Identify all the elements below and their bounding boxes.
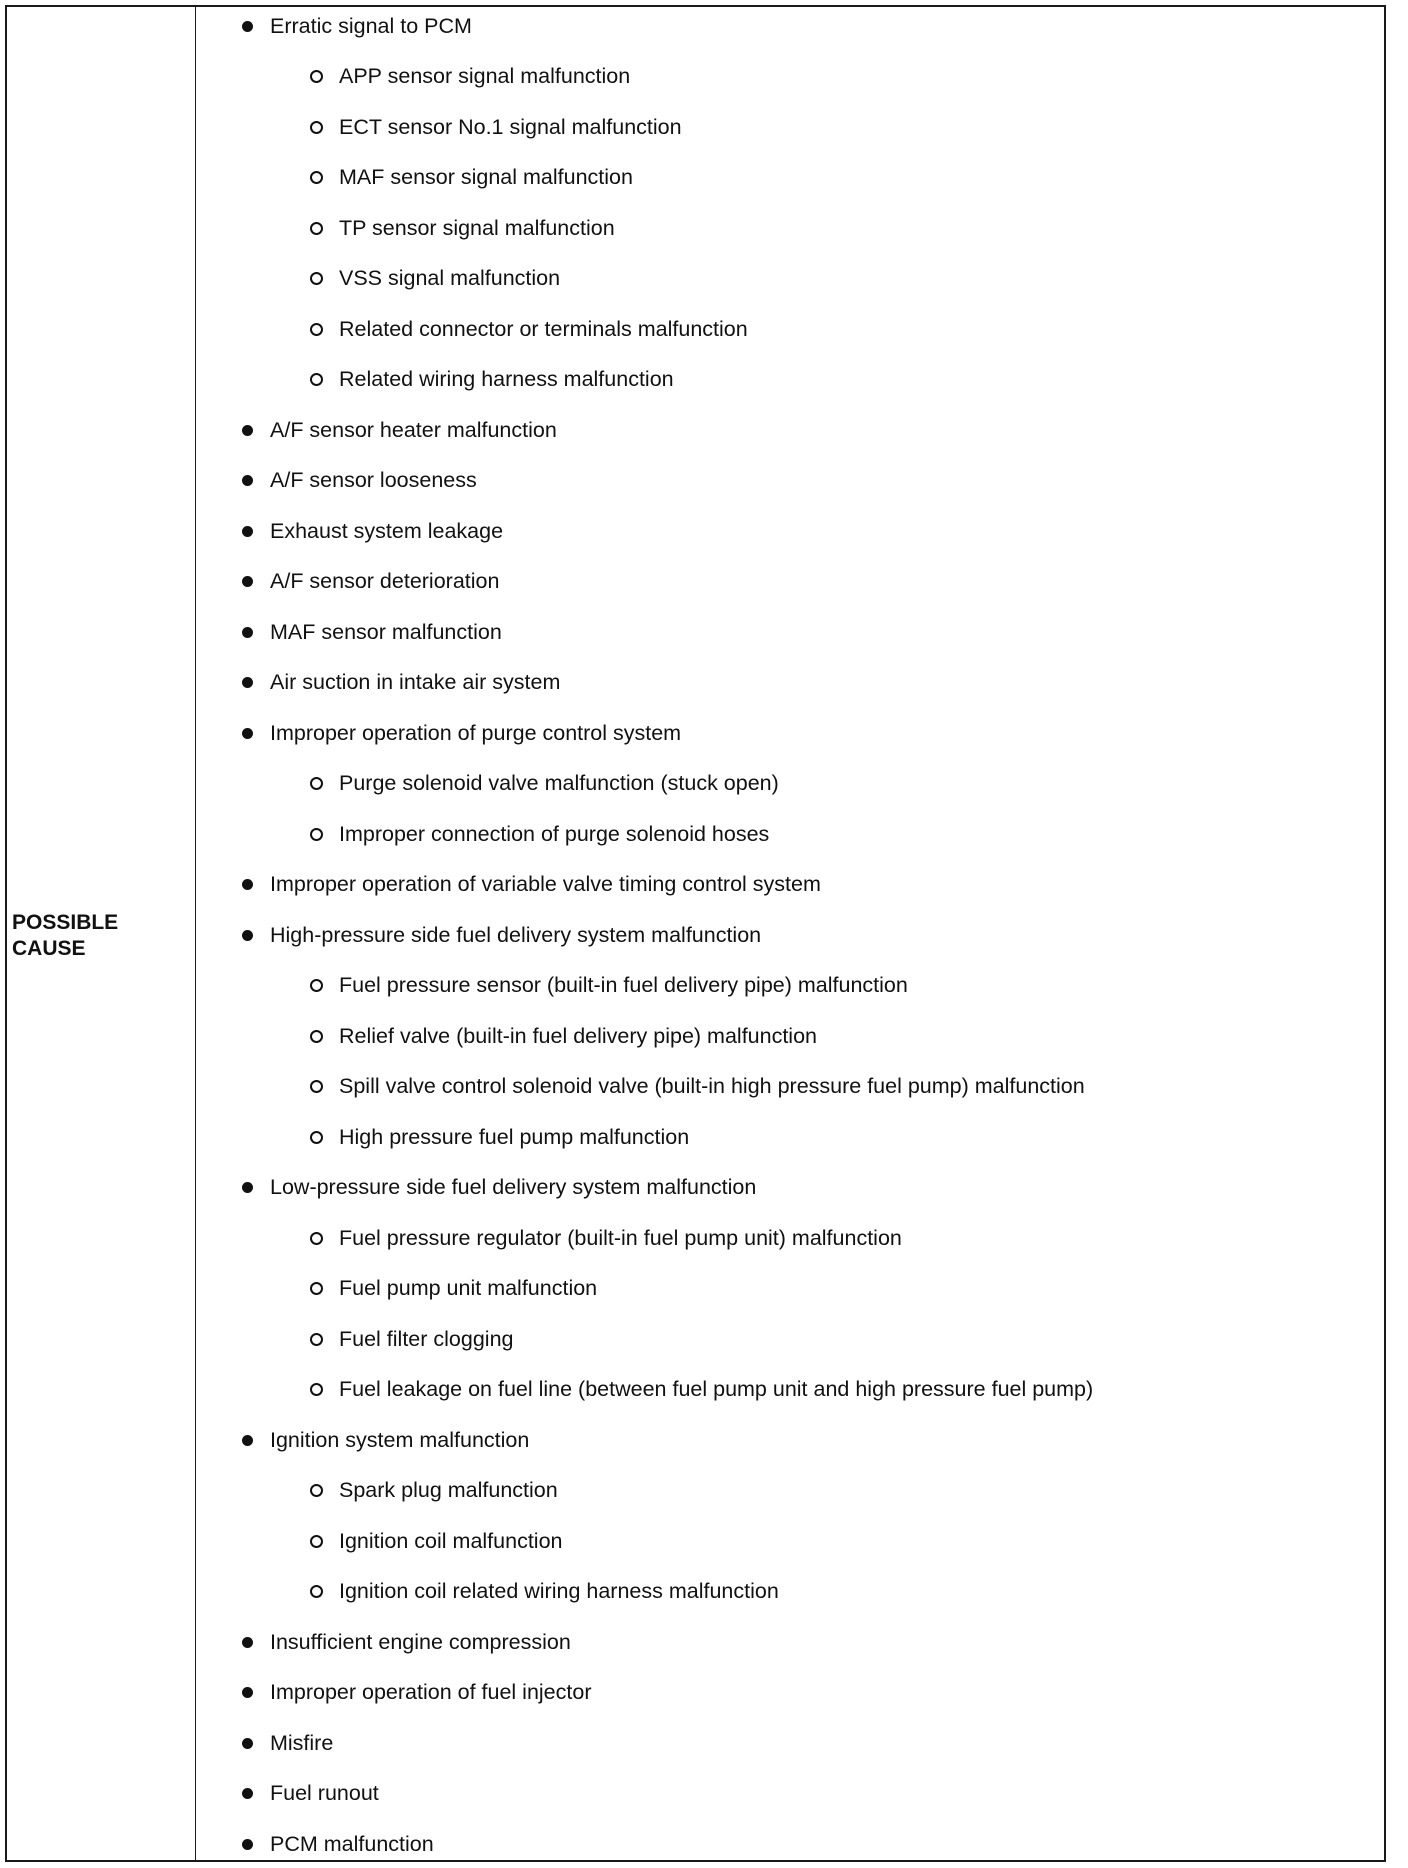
filled-bullet-icon bbox=[242, 728, 253, 739]
hollow-bullet-icon bbox=[310, 70, 323, 83]
cause-item bbox=[242, 1774, 379, 1814]
cause-item bbox=[242, 612, 502, 652]
cause-text: Related connector or terminals malfunction bbox=[339, 316, 748, 341]
cause-item bbox=[242, 461, 477, 501]
hollow-bullet-icon bbox=[310, 1383, 323, 1396]
cause-item bbox=[242, 562, 499, 602]
cause-item bbox=[242, 511, 503, 551]
cause-text: Spark plug malfunction bbox=[339, 1478, 558, 1502]
hollow-bullet-icon bbox=[310, 1232, 323, 1245]
hollow-bullet-icon bbox=[310, 222, 323, 235]
cause-text: Fuel filter clogging bbox=[339, 1326, 514, 1351]
hollow-bullet-icon bbox=[310, 373, 323, 386]
cause-text: Ignition system malfunction bbox=[270, 1427, 530, 1452]
cause-text: Insufficient engine compression bbox=[270, 1629, 571, 1654]
cause-subitem bbox=[310, 1319, 513, 1359]
cause-text: Fuel leakage on fuel line (between fuel pump unit and high pressure fuel pump) bbox=[339, 1377, 1094, 1401]
cause-text: Air suction in intake air system bbox=[270, 670, 561, 694]
cause-subitem bbox=[310, 107, 682, 147]
cause-text: Relief valve (built-in fuel delivery pipe) malfunction bbox=[339, 1023, 817, 1048]
cause-subitem bbox=[310, 158, 633, 198]
hollow-bullet-icon bbox=[310, 121, 323, 134]
cause-text: Related wiring harness malfunction bbox=[339, 367, 674, 391]
cause-subitem bbox=[310, 1572, 779, 1612]
cause-text: PCM malfunction bbox=[270, 1831, 434, 1856]
hollow-bullet-icon bbox=[310, 828, 323, 841]
cause-subitem bbox=[310, 309, 748, 349]
filled-bullet-icon bbox=[242, 1687, 253, 1698]
cause-text: Fuel pump unit malfunction bbox=[339, 1276, 598, 1300]
cause-subitem bbox=[310, 208, 615, 248]
cause-text: APP sensor signal malfunction bbox=[339, 64, 631, 88]
cause-text: Ignition coil related wiring harness malfunction bbox=[339, 1579, 779, 1603]
cause-text: Low-pressure side fuel delivery system malfunction bbox=[270, 1175, 757, 1199]
cause-item bbox=[242, 1723, 333, 1763]
hollow-bullet-icon bbox=[310, 979, 323, 992]
hollow-bullet-icon bbox=[310, 777, 323, 790]
filled-bullet-icon bbox=[242, 1839, 253, 1850]
hollow-bullet-icon bbox=[310, 272, 323, 285]
cause-item bbox=[242, 663, 560, 703]
filled-bullet-icon bbox=[242, 879, 253, 890]
cause-subitem bbox=[310, 259, 560, 299]
cause-subitem bbox=[310, 1218, 902, 1258]
hollow-bullet-icon bbox=[310, 1030, 323, 1043]
cause-text: MAF sensor malfunction bbox=[270, 619, 502, 644]
cause-subitem bbox=[310, 360, 674, 400]
column-divider bbox=[195, 5, 196, 1862]
filled-bullet-icon bbox=[242, 1435, 253, 1446]
hollow-bullet-icon bbox=[310, 1333, 323, 1346]
cause-text: Improper connection of purge solenoid hoses bbox=[339, 821, 770, 846]
cause-item bbox=[242, 713, 681, 753]
filled-bullet-icon bbox=[242, 475, 253, 486]
row-label-cell bbox=[12, 910, 188, 962]
cause-text: A/F sensor heater malfunction bbox=[270, 417, 557, 442]
cause-item bbox=[242, 865, 821, 905]
cause-text: ECT sensor No.1 signal malfunction bbox=[339, 114, 682, 139]
cause-subitem bbox=[310, 1521, 562, 1561]
filled-bullet-icon bbox=[242, 526, 253, 537]
cause-text: VSS signal malfunction bbox=[339, 266, 561, 290]
filled-bullet-icon bbox=[242, 1637, 253, 1648]
cause-subitem bbox=[310, 1067, 1085, 1107]
cause-text: A/F sensor deterioration bbox=[270, 569, 500, 593]
cause-subitem bbox=[310, 1370, 1093, 1410]
row-label-line-2: CAUSE bbox=[12, 937, 86, 960]
filled-bullet-icon bbox=[242, 1738, 253, 1749]
cause-text: High-pressure side fuel delivery system malfunction bbox=[270, 922, 762, 947]
cause-subitem bbox=[310, 1471, 558, 1511]
cause-subitem bbox=[310, 1269, 597, 1309]
cause-subitem bbox=[310, 1016, 817, 1056]
filled-bullet-icon bbox=[242, 1182, 253, 1193]
cause-text: MAF sensor signal malfunction bbox=[339, 165, 633, 189]
cause-subitem bbox=[310, 764, 779, 804]
cause-text: Improper operation of fuel injector bbox=[270, 1680, 592, 1704]
filled-bullet-icon bbox=[242, 1788, 253, 1799]
cause-subitem bbox=[310, 814, 769, 854]
cause-text: Ignition coil malfunction bbox=[339, 1528, 563, 1553]
cause-text: Fuel pressure sensor (built-in fuel delivery pipe) malfunction bbox=[339, 973, 908, 997]
hollow-bullet-icon bbox=[310, 1535, 323, 1548]
cause-item bbox=[242, 1168, 756, 1208]
cause-text: Fuel runout bbox=[270, 1781, 379, 1805]
cause-item bbox=[242, 915, 761, 955]
cause-text: Purge solenoid valve malfunction (stuck open) bbox=[339, 771, 779, 795]
hollow-bullet-icon bbox=[310, 1131, 323, 1144]
filled-bullet-icon bbox=[242, 425, 253, 436]
cause-text: Improper operation of purge control system bbox=[270, 720, 682, 745]
filled-bullet-icon bbox=[242, 627, 253, 638]
hollow-bullet-icon bbox=[310, 1484, 323, 1497]
cause-text: Spill valve control solenoid valve (built-in high pressure fuel pump) malfunction bbox=[339, 1074, 1085, 1098]
cause-item bbox=[242, 6, 472, 46]
cause-subitem bbox=[310, 966, 908, 1006]
cause-item bbox=[242, 410, 557, 450]
cause-text: Misfire bbox=[270, 1730, 334, 1755]
filled-bullet-icon bbox=[242, 930, 253, 941]
hollow-bullet-icon bbox=[310, 171, 323, 184]
cause-text: High pressure fuel pump malfunction bbox=[339, 1124, 690, 1149]
cause-text: TP sensor signal malfunction bbox=[339, 215, 615, 240]
cause-item bbox=[242, 1622, 571, 1662]
filled-bullet-icon bbox=[242, 21, 253, 32]
hollow-bullet-icon bbox=[310, 323, 323, 336]
hollow-bullet-icon bbox=[310, 1080, 323, 1093]
cause-subitem bbox=[310, 1117, 689, 1157]
hollow-bullet-icon bbox=[310, 1585, 323, 1598]
row-label-line-1: POSSIBLE bbox=[12, 911, 119, 934]
filled-bullet-icon bbox=[242, 677, 253, 688]
hollow-bullet-icon bbox=[310, 1282, 323, 1295]
cause-text: Fuel pressure regulator (built-in fuel pump unit) malfunction bbox=[339, 1225, 902, 1250]
cause-text: Exhaust system leakage bbox=[270, 518, 504, 543]
cause-item bbox=[242, 1673, 591, 1713]
cause-text: Improper operation of variable valve timing control system bbox=[270, 872, 821, 896]
cause-subitem bbox=[310, 57, 630, 97]
cause-item bbox=[242, 1420, 529, 1460]
cause-text: Erratic signal to PCM bbox=[270, 13, 472, 38]
filled-bullet-icon bbox=[242, 576, 253, 587]
cause-text: A/F sensor looseness bbox=[270, 468, 477, 492]
cause-item bbox=[242, 1824, 434, 1864]
